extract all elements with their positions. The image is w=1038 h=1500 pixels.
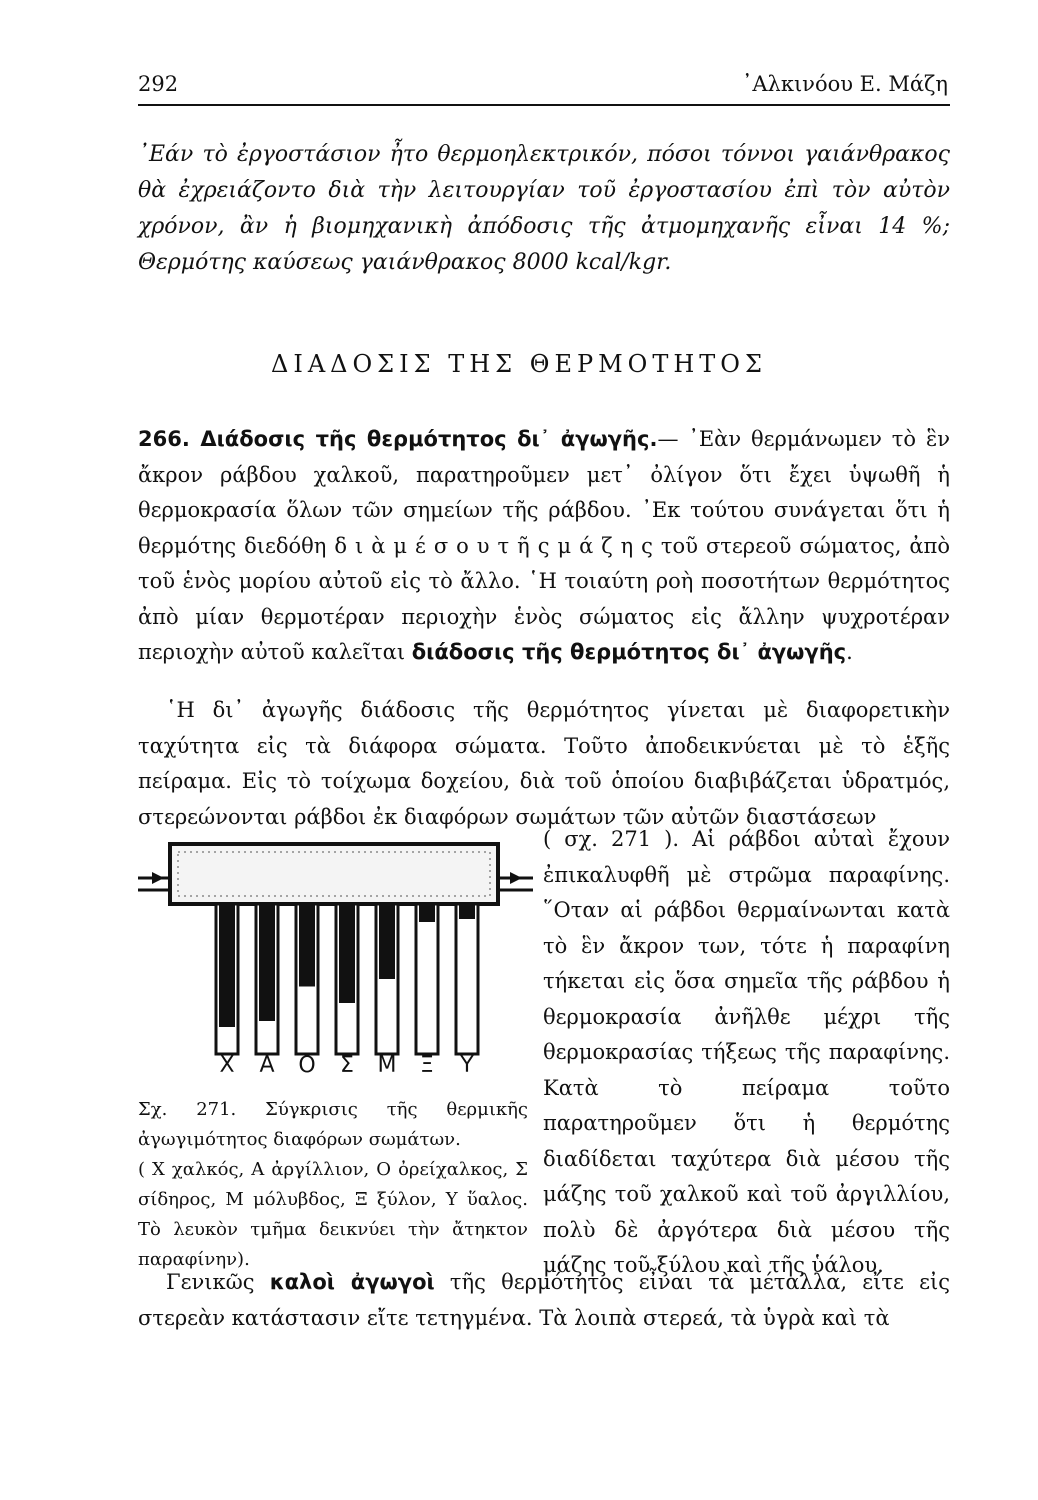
rod-letter-6: Ξ <box>420 1053 434 1078</box>
page-number: 292 <box>138 72 179 96</box>
figure-271 <box>138 838 533 1098</box>
rods-group <box>216 904 478 1054</box>
running-head: ᾿Αλκινόου Ε. Μάζη <box>741 72 948 96</box>
rod-letter-1: Χ <box>219 1053 235 1078</box>
paragraph-experiment: ῾Η δι᾿ ἀγωγῆς διάδοσις τῆς θερμότητος γίνεται μὲ διαφορετικὴν ταχύτητα εἰς τὰ διάφορα σώματα. Τοῦτο ἀποδεικνύεται μὲ τὸ ἑξῆς πείραμα. Εἰς τὸ τοίχωμα δοχείου, διὰ τοῦ ὁποίου διαβιβάζεται ὑδρατμός, στερεώνονται ράβδοι ἐκ διαφόρων σωμάτων τῶν αὐτῶν διαστάσεων <box>138 698 950 829</box>
header-rule <box>138 104 950 106</box>
paragraph-266 <box>138 422 950 671</box>
bold-term: διάδοσις τῆς θερμότητος δι᾿ ἀγωγῆς <box>411 640 847 664</box>
caption-legend: ( Χ χαλκός, Α ἀργίλλιον, Ο ὀρείχαλκος, Σ σίδηρος, Μ μόλυβδος, Ξ ξύλον, Υ ὕαλος. Τὸ λευκὸν τμῆμα δεικνύει τὴν ἄτηκτον παραφίνην). <box>138 1159 528 1270</box>
caption-title: Σχ. 271. Σύγκρισις τῆς θερμικῆς ἀγωγιμότητος διαφόρων σωμάτων. <box>138 1099 528 1150</box>
paragraph-body: — ᾿Εὰν θερμάνωμεν τὸ ἓν ἄκρον ράβδου χαλκοῦ, παρατηροῦμεν μετ᾿ ὀλίγον ὅτι ἔχει ὑψωθῆ ἡ θερμοκρασία ὅλων τῶν σημείων τῆς ράβδου. ᾿Εκ τούτου συνάγεται ὅτι ἡ θερμότης διεδόθη δ ι ὰ μ έ σ ο υ τ ῆ ς μ ά ζ η ς τοῦ στερεοῦ σώματος, ἀπὸ τοῦ ἑνὸς μορίου αὐτοῦ εἰς τὸ ἄλλο. ῾Η τοιαύτη ροὴ ποσοτήτων θερμότητος ἀπὸ μίαν θερμοτέραν περιοχὴν ἑνὸς σώματος εἰς ἄλλην ψυχροτέραν περιοχὴν αὐτοῦ καλεῖται <box>138 427 950 664</box>
rod-letter-3: Ο <box>298 1053 316 1078</box>
section-title: 266. Διάδοσις τῆς θερμότητος δι᾿ ἀγωγῆς. <box>138 427 658 451</box>
rod-melted-section-4 <box>339 904 355 1003</box>
paragraph-conductors <box>138 1265 950 1336</box>
rod-7 <box>456 904 478 1054</box>
rod-melted-section-6 <box>419 904 435 922</box>
steam-vessel <box>170 844 498 904</box>
paragraph-body: τῆς θερμότητος εἶναι τὰ μέταλλα, εἴτε εἰς στερεὰν κατάστασιν εἴτε τετηγμένα. Τὰ λοιπὰ στερεά, τὰ ὑγρὰ καὶ τὰ <box>138 1270 950 1330</box>
rod-melted-section-3 <box>299 904 315 987</box>
paragraph-observation: ( σχ. 271 ). Αἱ ράβδοι αὐταὶ ἔχουν ἐπικαλυφθῆ μὲ στρῶμα παραφίνης. ῞Οταν αἱ ράβδοι θερμαίνωνται κατὰ τὸ ἓν ἄκρον των, τότε ἡ παραφίνη τήκεται εἰς ὅσα σημεῖα τῆς ράβδου ἡ θερμοκρασία ἀνῆλθε μέχρι τῆς θερμοκρασίας τήξεως τῆς παραφίνης. Κατὰ τὸ πείραμα τοῦτο παρατηροῦμεν ὅτι ἡ θερμότης διαδίδεται ταχύτερα διὰ μέσου τῆς μάζης τοῦ χαλκοῦ καὶ τοῦ ἀργιλλίου, πολὺ δὲ ἀργότερα διὰ μέσου τῆς μάζης τοῦ ξύλου καὶ τῆς ὑάλου. <box>543 827 950 1277</box>
arrow-right-icon <box>510 872 522 884</box>
conductivity-apparatus-diagram <box>138 838 533 1058</box>
rod-melted-section-1 <box>219 904 235 1027</box>
rod-letter-5: Μ <box>377 1053 397 1078</box>
rod-melted-section-7 <box>459 904 475 919</box>
bold-term: καλοὶ ἀγωγοὶ <box>269 1270 435 1294</box>
figure-caption <box>138 1095 528 1275</box>
rod-6 <box>416 904 438 1054</box>
rod-letter-7: Υ <box>460 1053 474 1078</box>
arrow-right-icon <box>152 872 164 884</box>
rod-letters <box>206 1053 476 1087</box>
exercise-text: ᾿Εάν τὸ ἐργοστάσιον ἦτο θερμοηλεκτρικόν, πόσοι τόννοι γαιάνθρακος θὰ ἐχρειάζοντο διὰ τὴν λειτουργίαν τοῦ ἐργοστασίου ἐπὶ τὸν αὐτὸν χρόνον, ἂν ἡ βιομηχανικὴ ἀπόδοσις τῆς ἀτμομηχανῆς εἶναι 14 %; Θερμότης καύσεως γαιάνθρακος 8000 kcal/kgr. <box>138 142 950 275</box>
rod-melted-section-5 <box>379 904 395 979</box>
rod-letter-2: Α <box>259 1053 275 1078</box>
paragraph-start: Γενικῶς <box>166 1270 270 1294</box>
page-header <box>138 70 948 104</box>
paragraph-end: . <box>846 640 853 664</box>
rod-letter-4: Σ <box>340 1053 354 1078</box>
rod-melted-section-2 <box>259 904 275 1021</box>
section-heading: ΔΙΑΔΟΣΙΣ ΤΗΣ ΘΕΡΜΟΤΗΤΟΣ <box>271 350 767 378</box>
